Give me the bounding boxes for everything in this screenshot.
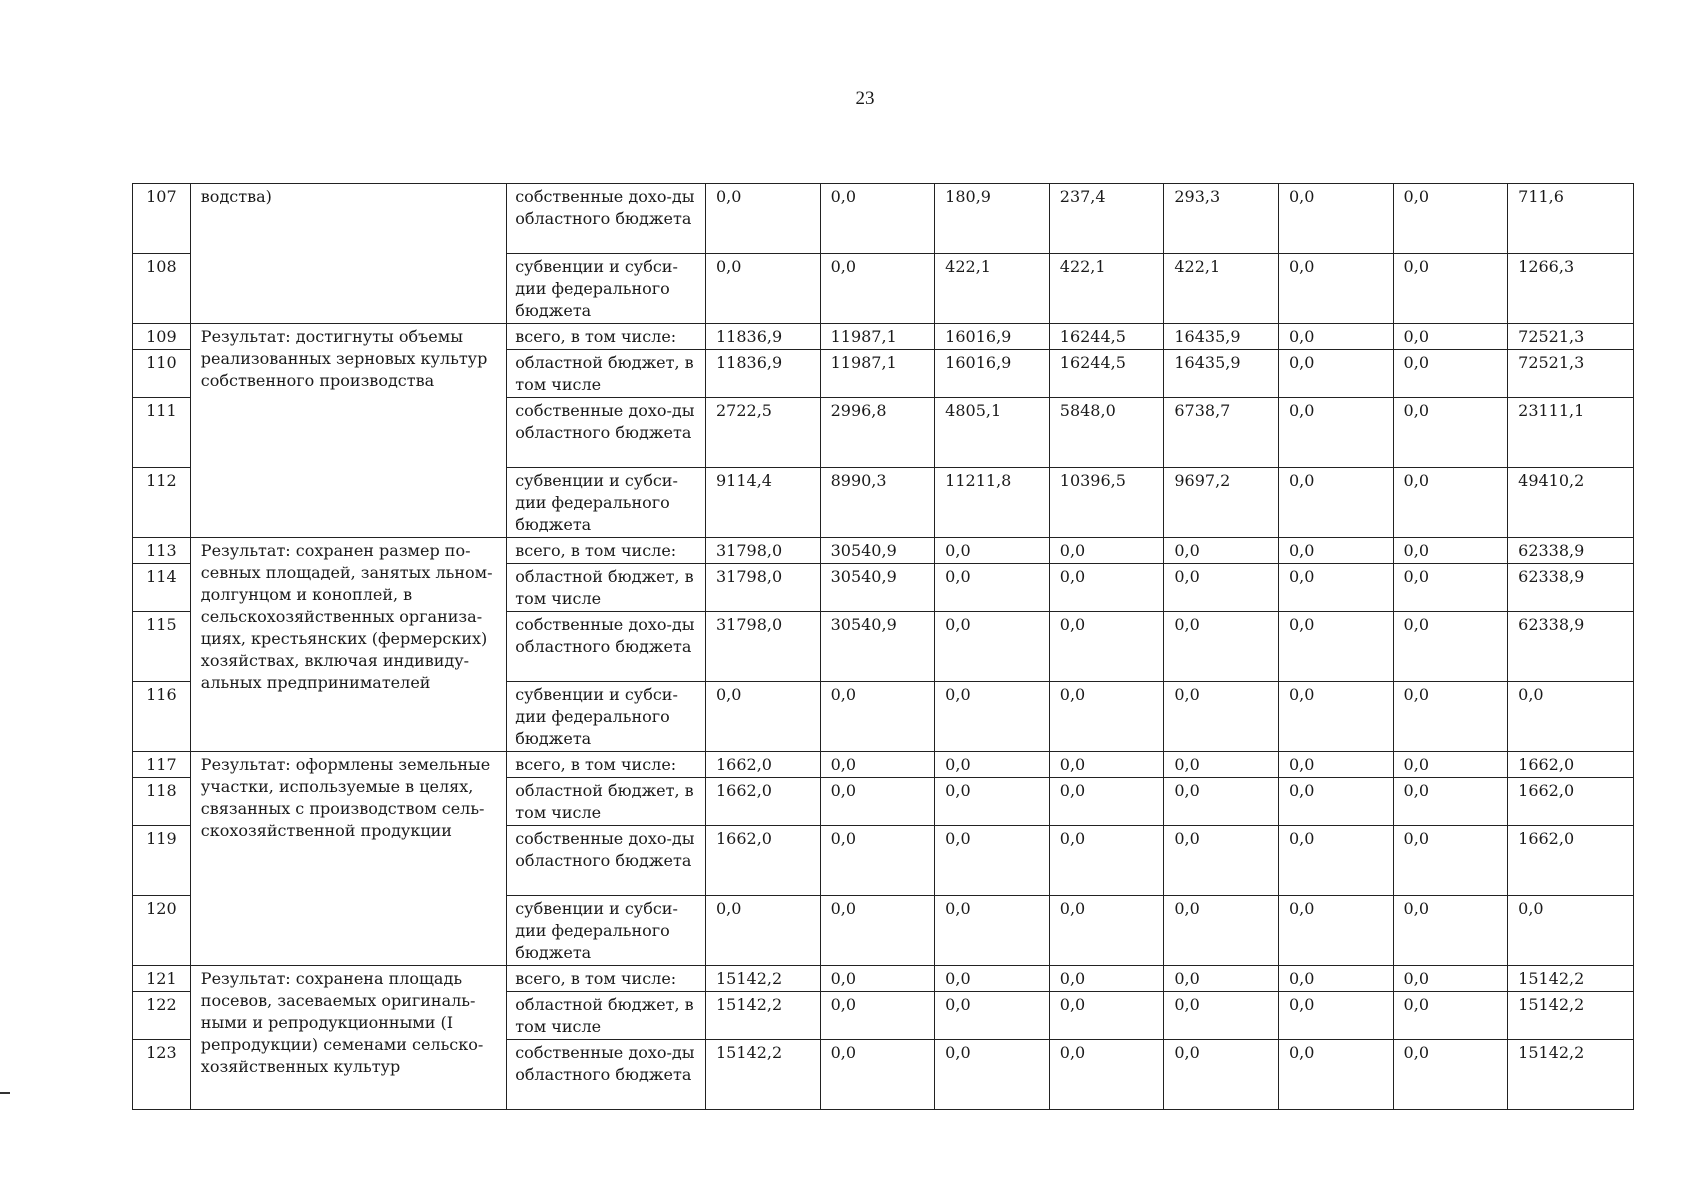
value-cell: 0,0 xyxy=(1278,682,1393,752)
row-number: 109 xyxy=(133,324,191,350)
value-cell: 0,0 xyxy=(1278,564,1393,612)
value-cell: 0,0 xyxy=(1164,538,1279,564)
value-cell: 1662,0 xyxy=(1508,778,1634,826)
value-cell: 0,0 xyxy=(1164,682,1279,752)
value-cell: 2996,8 xyxy=(820,398,935,468)
table-row xyxy=(133,324,1634,350)
value-cell: 1662,0 xyxy=(705,826,820,896)
row-number: 110 xyxy=(133,350,191,398)
funding-source: собственные дохо-ды областного бюджета xyxy=(507,398,706,468)
row-number: 123 xyxy=(133,1040,191,1110)
value-cell: 0,0 xyxy=(1393,992,1508,1040)
budget-table xyxy=(132,183,1634,1110)
result-description: Результат: оформлены земельные участки, используемые в целях, связанных с производством сель-скохозяйственной продукции xyxy=(190,752,506,966)
value-cell: 72521,3 xyxy=(1508,350,1634,398)
value-cell: 1662,0 xyxy=(1508,752,1634,778)
funding-source: всего, в том числе: xyxy=(507,966,706,992)
value-cell: 0,0 xyxy=(1278,612,1393,682)
value-cell: 0,0 xyxy=(1393,254,1508,324)
value-cell: 0,0 xyxy=(820,896,935,966)
value-cell: 0,0 xyxy=(1164,752,1279,778)
value-cell: 1662,0 xyxy=(705,778,820,826)
value-cell: 422,1 xyxy=(1049,254,1164,324)
value-cell: 0,0 xyxy=(1278,992,1393,1040)
value-cell: 0,0 xyxy=(1278,184,1393,254)
value-cell: 0,0 xyxy=(820,826,935,896)
row-number: 116 xyxy=(133,682,191,752)
value-cell: 11211,8 xyxy=(935,468,1050,538)
value-cell: 0,0 xyxy=(1164,966,1279,992)
value-cell: 0,0 xyxy=(1278,778,1393,826)
funding-source: областной бюджет, в том числе xyxy=(507,992,706,1040)
result-description: Результат: сохранен размер по-севных площадей, занятых льном-долгунцом и коноплей, в сельскохозяйственных организа-циях, крестьянских (фермерских) хозяйствах, включая индивиду-альных предпринимателей xyxy=(190,538,506,752)
value-cell: 23111,1 xyxy=(1508,398,1634,468)
result-description: водства) xyxy=(190,184,506,324)
table-body xyxy=(133,184,1634,1110)
value-cell: 16016,9 xyxy=(935,350,1050,398)
value-cell: 0,0 xyxy=(935,564,1050,612)
funding-source: собственные дохо-ды областного бюджета xyxy=(507,184,706,254)
row-number: 113 xyxy=(133,538,191,564)
value-cell: 9697,2 xyxy=(1164,468,1279,538)
row-number: 108 xyxy=(133,254,191,324)
value-cell: 0,0 xyxy=(820,254,935,324)
value-cell: 0,0 xyxy=(820,966,935,992)
funding-source: всего, в том числе: xyxy=(507,324,706,350)
value-cell: 11987,1 xyxy=(820,324,935,350)
value-cell: 0,0 xyxy=(1278,966,1393,992)
value-cell: 0,0 xyxy=(1164,778,1279,826)
value-cell: 16244,5 xyxy=(1049,350,1164,398)
value-cell: 0,0 xyxy=(1049,992,1164,1040)
value-cell: 0,0 xyxy=(1393,398,1508,468)
value-cell: 0,0 xyxy=(705,896,820,966)
row-number: 117 xyxy=(133,752,191,778)
value-cell: 0,0 xyxy=(935,778,1050,826)
value-cell: 0,0 xyxy=(1508,682,1634,752)
value-cell: 0,0 xyxy=(1393,1040,1508,1110)
value-cell: 0,0 xyxy=(1278,350,1393,398)
value-cell: 0,0 xyxy=(935,896,1050,966)
value-cell: 0,0 xyxy=(1393,612,1508,682)
table-row xyxy=(133,184,1634,254)
value-cell: 0,0 xyxy=(1164,564,1279,612)
row-number: 120 xyxy=(133,896,191,966)
value-cell: 16016,9 xyxy=(935,324,1050,350)
result-description: Результат: достигнуты объемы реализованных зерновых культур собственного производства xyxy=(190,324,506,538)
value-cell: 0,0 xyxy=(820,992,935,1040)
value-cell: 0,0 xyxy=(1393,324,1508,350)
value-cell: 11836,9 xyxy=(705,324,820,350)
value-cell: 31798,0 xyxy=(705,564,820,612)
funding-source: субвенции и субси-дии федерального бюджета xyxy=(507,682,706,752)
value-cell: 4805,1 xyxy=(935,398,1050,468)
table-row xyxy=(133,966,1634,992)
value-cell: 62338,9 xyxy=(1508,564,1634,612)
value-cell: 0,0 xyxy=(1278,324,1393,350)
row-number: 115 xyxy=(133,612,191,682)
value-cell: 0,0 xyxy=(1049,538,1164,564)
page-number: 23 xyxy=(855,88,875,109)
value-cell: 0,0 xyxy=(1393,184,1508,254)
value-cell: 0,0 xyxy=(1278,896,1393,966)
value-cell: 15142,2 xyxy=(705,966,820,992)
value-cell: 0,0 xyxy=(1049,752,1164,778)
value-cell: 180,9 xyxy=(935,184,1050,254)
value-cell: 0,0 xyxy=(1278,1040,1393,1110)
value-cell: 0,0 xyxy=(1393,752,1508,778)
value-cell: 15142,2 xyxy=(705,992,820,1040)
value-cell: 8990,3 xyxy=(820,468,935,538)
value-cell: 0,0 xyxy=(1278,826,1393,896)
value-cell: 0,0 xyxy=(1049,778,1164,826)
value-cell: 30540,9 xyxy=(820,564,935,612)
funding-source: субвенции и субси-дии федерального бюджета xyxy=(507,468,706,538)
value-cell: 0,0 xyxy=(1049,612,1164,682)
value-cell: 0,0 xyxy=(1164,992,1279,1040)
scan-edge-mark xyxy=(0,1092,10,1094)
value-cell: 0,0 xyxy=(1164,826,1279,896)
funding-source: областной бюджет, в том числе xyxy=(507,778,706,826)
value-cell: 0,0 xyxy=(1049,682,1164,752)
value-cell: 16435,9 xyxy=(1164,350,1279,398)
row-number: 107 xyxy=(133,184,191,254)
value-cell: 0,0 xyxy=(1393,350,1508,398)
value-cell: 15142,2 xyxy=(1508,992,1634,1040)
funding-source: всего, в том числе: xyxy=(507,538,706,564)
value-cell: 0,0 xyxy=(1164,612,1279,682)
funding-source: собственные дохо-ды областного бюджета xyxy=(507,1040,706,1110)
row-number: 111 xyxy=(133,398,191,468)
value-cell: 1662,0 xyxy=(1508,826,1634,896)
value-cell: 0,0 xyxy=(1393,564,1508,612)
value-cell: 0,0 xyxy=(705,184,820,254)
value-cell: 15142,2 xyxy=(705,1040,820,1110)
row-number: 114 xyxy=(133,564,191,612)
funding-source: областной бюджет, в том числе xyxy=(507,564,706,612)
value-cell: 16244,5 xyxy=(1049,324,1164,350)
value-cell: 2722,5 xyxy=(705,398,820,468)
value-cell: 0,0 xyxy=(1049,564,1164,612)
value-cell: 0,0 xyxy=(1393,538,1508,564)
value-cell: 0,0 xyxy=(935,1040,1050,1110)
value-cell: 16435,9 xyxy=(1164,324,1279,350)
value-cell: 15142,2 xyxy=(1508,966,1634,992)
value-cell: 0,0 xyxy=(1049,1040,1164,1110)
value-cell: 1266,3 xyxy=(1508,254,1634,324)
value-cell: 0,0 xyxy=(1278,398,1393,468)
value-cell: 31798,0 xyxy=(705,612,820,682)
value-cell: 0,0 xyxy=(705,254,820,324)
table-row xyxy=(133,752,1634,778)
value-cell: 0,0 xyxy=(820,1040,935,1110)
value-cell: 15142,2 xyxy=(1508,1040,1634,1110)
value-cell: 0,0 xyxy=(935,682,1050,752)
value-cell: 0,0 xyxy=(1393,682,1508,752)
value-cell: 293,3 xyxy=(1164,184,1279,254)
value-cell: 0,0 xyxy=(935,992,1050,1040)
funding-source: субвенции и субси-дии федерального бюджета xyxy=(507,254,706,324)
row-number: 122 xyxy=(133,992,191,1040)
value-cell: 0,0 xyxy=(1278,538,1393,564)
funding-source: областной бюджет, в том числе xyxy=(507,350,706,398)
value-cell: 72521,3 xyxy=(1508,324,1634,350)
funding-source: субвенции и субси-дии федерального бюджета xyxy=(507,896,706,966)
value-cell: 0,0 xyxy=(820,184,935,254)
result-description: Результат: сохранена площадь посевов, засеваемых оригиналь-ными и репродукционными (I репродукции) семенами сельско-хозяйственных культур xyxy=(190,966,506,1110)
value-cell: 5848,0 xyxy=(1049,398,1164,468)
funding-source: всего, в том числе: xyxy=(507,752,706,778)
value-cell: 0,0 xyxy=(935,538,1050,564)
value-cell: 11987,1 xyxy=(820,350,935,398)
value-cell: 62338,9 xyxy=(1508,612,1634,682)
value-cell: 0,0 xyxy=(1393,966,1508,992)
value-cell: 0,0 xyxy=(935,966,1050,992)
value-cell: 0,0 xyxy=(1049,966,1164,992)
row-number: 119 xyxy=(133,826,191,896)
row-number: 121 xyxy=(133,966,191,992)
value-cell: 30540,9 xyxy=(820,538,935,564)
value-cell: 0,0 xyxy=(1508,896,1634,966)
value-cell: 0,0 xyxy=(1164,1040,1279,1110)
value-cell: 0,0 xyxy=(1393,896,1508,966)
row-number: 112 xyxy=(133,468,191,538)
value-cell: 0,0 xyxy=(1278,468,1393,538)
value-cell: 237,4 xyxy=(1049,184,1164,254)
value-cell: 0,0 xyxy=(820,752,935,778)
value-cell: 0,0 xyxy=(1393,468,1508,538)
funding-source: собственные дохо-ды областного бюджета xyxy=(507,612,706,682)
value-cell: 30540,9 xyxy=(820,612,935,682)
value-cell: 11836,9 xyxy=(705,350,820,398)
funding-source: собственные дохо-ды областного бюджета xyxy=(507,826,706,896)
value-cell: 10396,5 xyxy=(1049,468,1164,538)
value-cell: 0,0 xyxy=(935,612,1050,682)
value-cell: 711,6 xyxy=(1508,184,1634,254)
value-cell: 0,0 xyxy=(820,682,935,752)
value-cell: 1662,0 xyxy=(705,752,820,778)
value-cell: 6738,7 xyxy=(1164,398,1279,468)
value-cell: 9114,4 xyxy=(705,468,820,538)
value-cell: 0,0 xyxy=(1278,254,1393,324)
value-cell: 0,0 xyxy=(935,826,1050,896)
value-cell: 422,1 xyxy=(935,254,1050,324)
value-cell: 422,1 xyxy=(1164,254,1279,324)
value-cell: 0,0 xyxy=(1393,826,1508,896)
value-cell: 0,0 xyxy=(935,752,1050,778)
value-cell: 0,0 xyxy=(1164,896,1279,966)
table-row xyxy=(133,538,1634,564)
value-cell: 0,0 xyxy=(1049,896,1164,966)
value-cell: 49410,2 xyxy=(1508,468,1634,538)
value-cell: 62338,9 xyxy=(1508,538,1634,564)
value-cell: 31798,0 xyxy=(705,538,820,564)
value-cell: 0,0 xyxy=(1049,826,1164,896)
row-number: 118 xyxy=(133,778,191,826)
value-cell: 0,0 xyxy=(820,778,935,826)
value-cell: 0,0 xyxy=(705,682,820,752)
value-cell: 0,0 xyxy=(1278,752,1393,778)
value-cell: 0,0 xyxy=(1393,778,1508,826)
